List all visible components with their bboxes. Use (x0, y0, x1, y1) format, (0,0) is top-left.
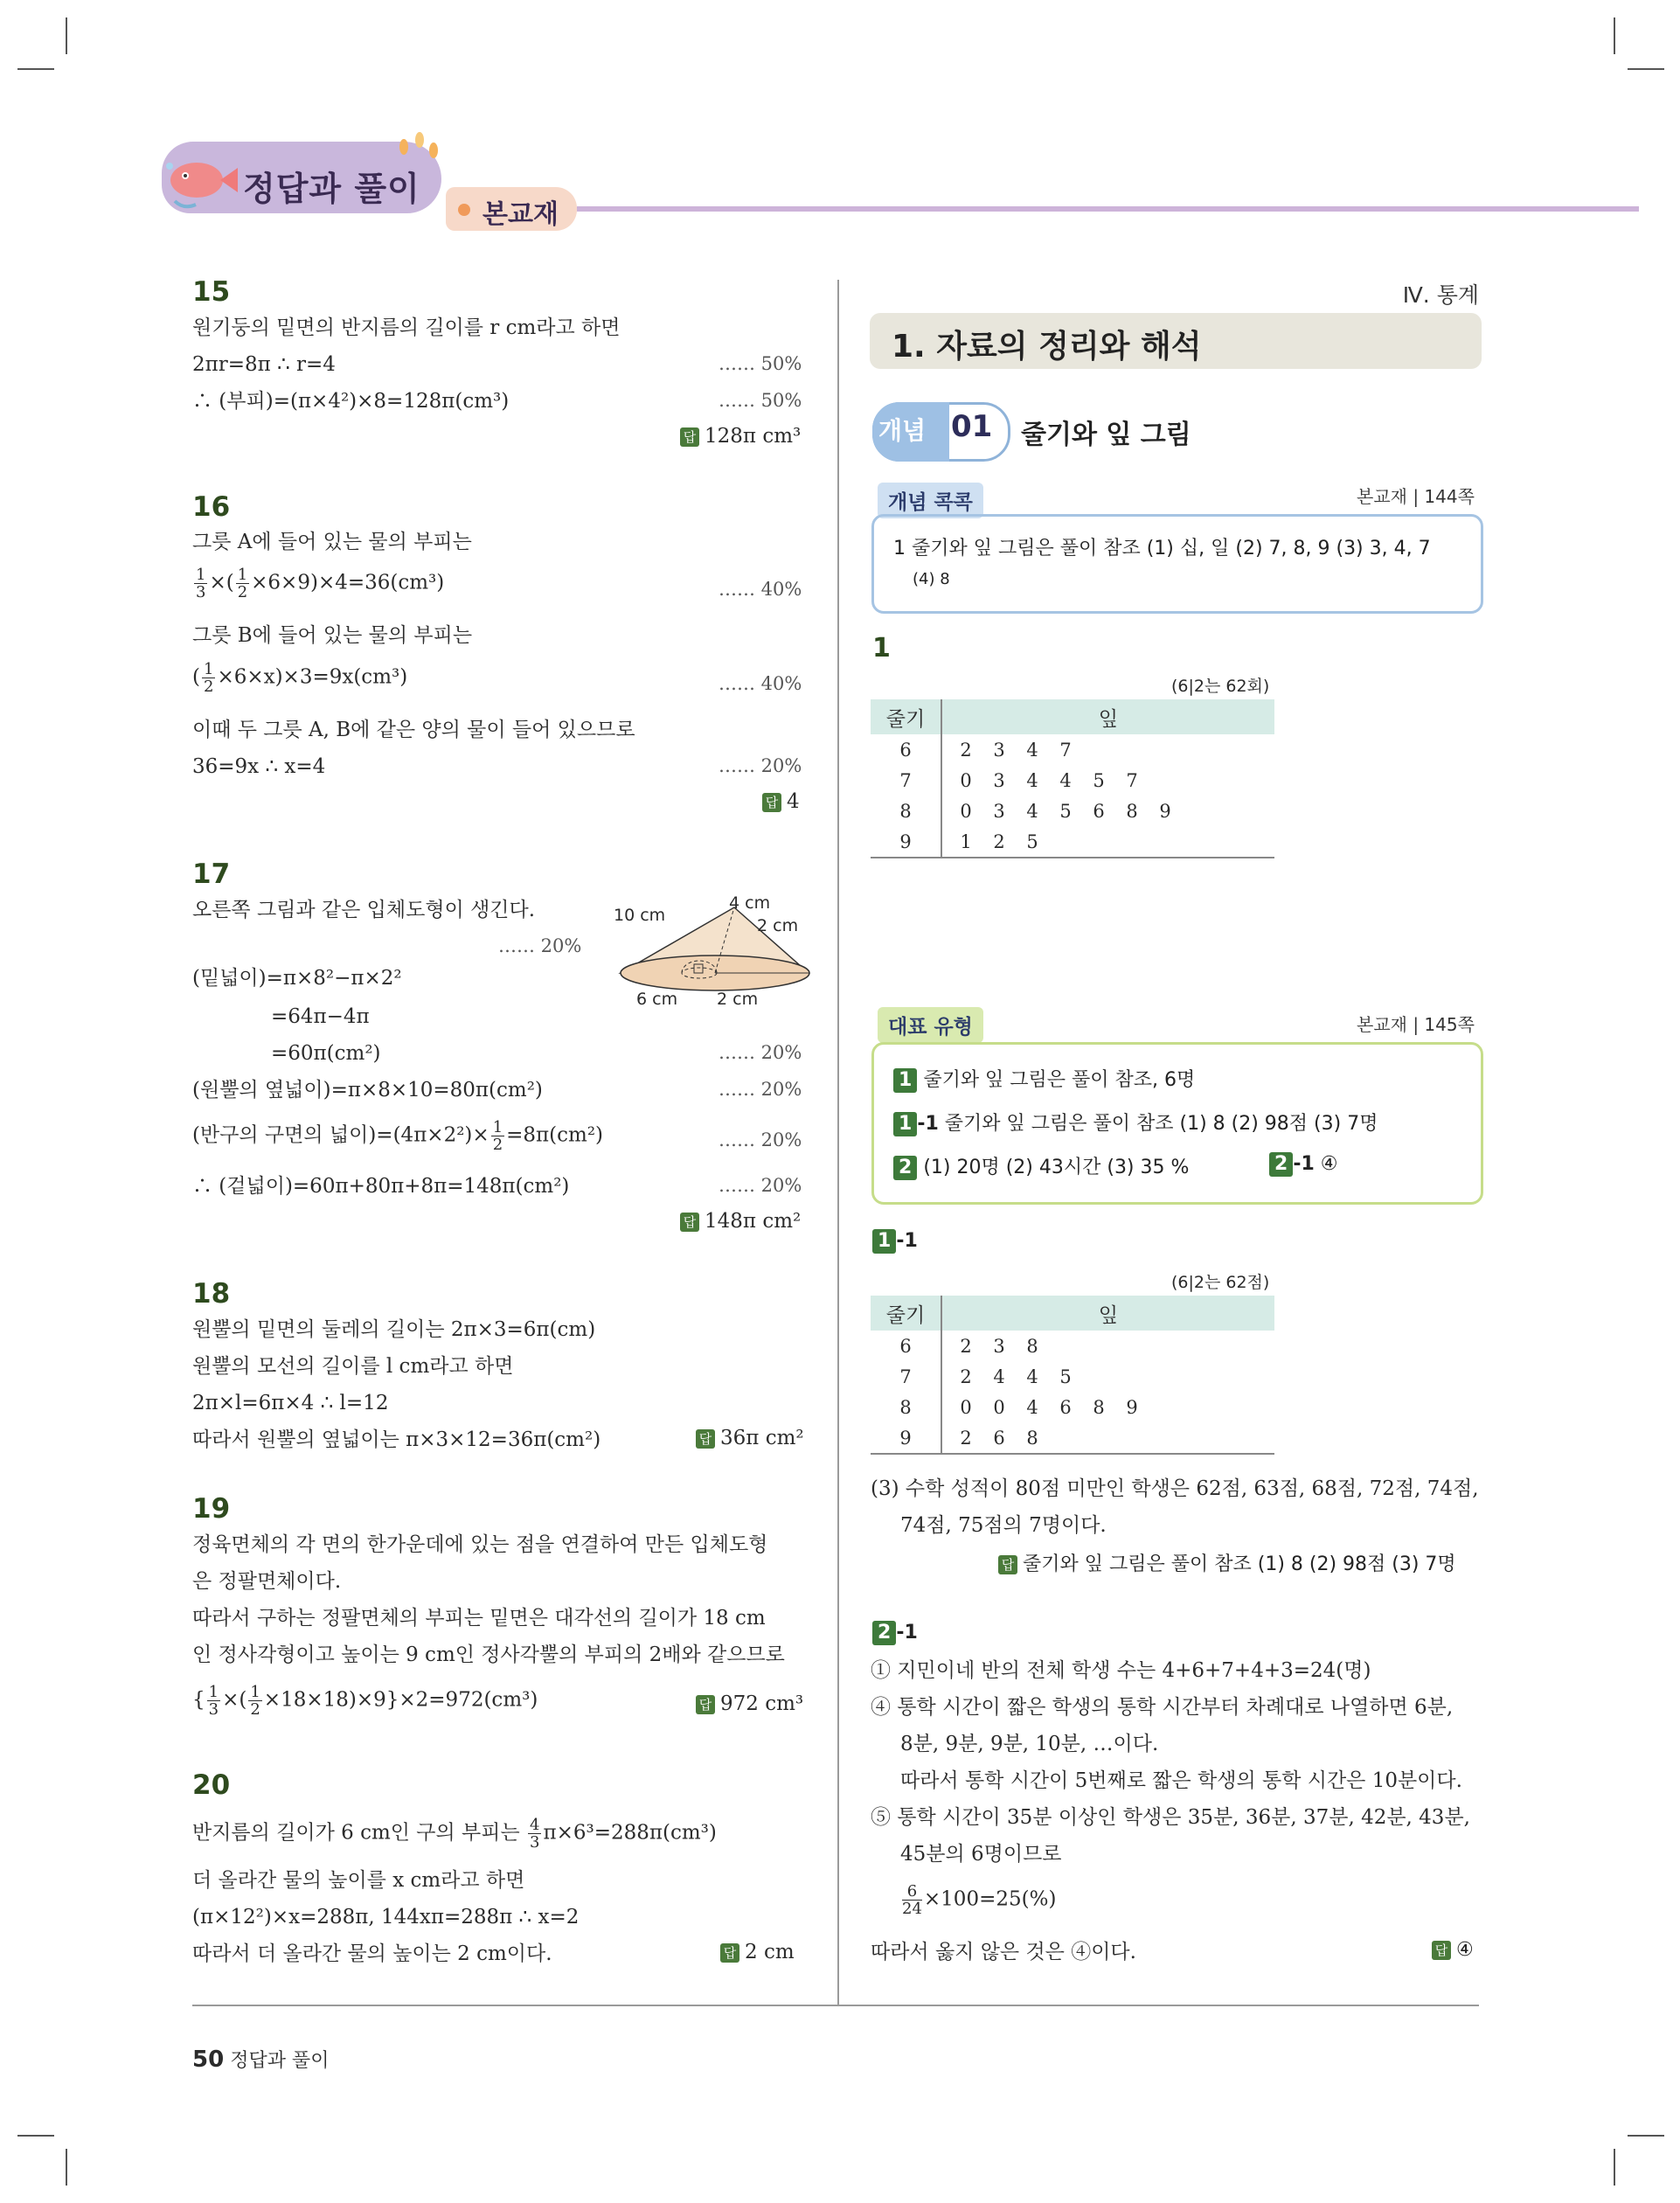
q21-answer (1432, 1939, 1474, 1961)
rep-answer4: 2 -1 ④ (1269, 1152, 1338, 1177)
question-number-17: 17 (192, 858, 231, 890)
q16-line5: 이때 두 그릇 A, B에 같은 양의 물이 들어 있으므로 (192, 719, 635, 741)
q1-legend: (6|2는 62회) (1171, 677, 1270, 696)
q15-answer (680, 425, 801, 448)
answer-icon: 답 (696, 1429, 715, 1449)
chapter-label: Ⅳ. 통계 (1402, 282, 1479, 308)
q21-line2: ④ 통학 시간이 짧은 학생의 통학 시간부터 차례대로 나열하면 6분, (871, 1696, 1454, 1719)
answer-text: 2 cm (745, 1941, 795, 1963)
header-leaf: 잎 (941, 1296, 1274, 1331)
q16-score4: …… 40% (719, 673, 802, 694)
q21-line1: ① 지민이네 반의 전체 학생 수는 4+6+7+4+3=24(명) (871, 1659, 1371, 1682)
q17-score4: …… 20% (719, 1042, 802, 1063)
q19-line4: 인 정사각형이고 높이는 9 cm인 정사각뿔의 부피의 2배와 같으므로 (192, 1644, 785, 1666)
q16-score6: …… 20% (719, 755, 802, 776)
crop-mark (66, 2149, 67, 2186)
q19-line5: { $\frac{1}{3}$ ×( $\frac{1}{2}$ ×18×18)×9}×2=972(cm³) (192, 1683, 538, 1719)
fraction: $\frac{1}{2}$ (203, 660, 214, 696)
fraction: $\frac{1}{3}$ (196, 566, 206, 601)
kk-tag: 개념 콕콕 (878, 483, 983, 518)
concept-label: 개념 (878, 416, 927, 445)
footer-label: 정답과 풀이 (230, 2050, 330, 2072)
crop-mark (17, 68, 54, 70)
question-number-20: 20 (192, 1769, 231, 1801)
q15-score3: …… 50% (719, 390, 802, 411)
table-row: 6 2 3 4 7 (871, 734, 1274, 765)
table-header (871, 699, 1274, 734)
fig-label-radius-big: 6 cm (636, 990, 678, 1009)
fig-label-radius-small: 2 cm (757, 916, 799, 935)
answer-text: 128π cm³ (705, 425, 802, 448)
q1-stem-leaf-table (871, 699, 1274, 858)
page-number: 50 (192, 2047, 225, 2073)
column-divider (837, 280, 839, 2006)
fig-label-top: 4 cm (729, 893, 771, 913)
header-title: 정답과 풀이 (243, 170, 420, 208)
q16-line3: 그릇 B에 들어 있는 물의 부피는 (192, 624, 473, 647)
answer-text: 4 (787, 790, 800, 813)
crop-mark (1614, 17, 1615, 54)
question-number-2-1: 2 -1 (872, 1621, 918, 1645)
answer-icon: 답 (680, 1213, 699, 1232)
header-stem: 줄기 (871, 1296, 941, 1331)
footer-rule (192, 2005, 1479, 2006)
answer-icon: 답 (720, 1943, 739, 1963)
rep-tag: 대표 유형 (878, 1007, 983, 1043)
crop-mark (17, 2135, 54, 2137)
question-number-19: 19 (192, 1493, 231, 1525)
kk-line2: (4) 8 (913, 570, 950, 588)
q17-answer (680, 1210, 801, 1233)
q16-line4: ( $\frac{1}{2}$ ×6×x)×3=9x(cm³) (192, 660, 408, 696)
table-row: 9 1 2 5 (871, 826, 1274, 858)
answer-text: ④ (1456, 1939, 1474, 1961)
answer-icon: 답 (762, 793, 781, 812)
page-footer (192, 2046, 329, 2073)
answer-text: 148π cm² (705, 1210, 802, 1233)
q17-line5: (원뿔의 옆넓이)=π×8×10=80π(cm²) (192, 1079, 543, 1102)
answer-text: 줄기와 잎 그림은 풀이 참조 (1) 8 (2) 98점 (3) 7명 (1023, 1553, 1456, 1575)
fraction: $\frac{4}{3}$ (530, 1816, 540, 1852)
q15-score2: …… 50% (719, 353, 802, 374)
q17-line6: (반구의 구면의 넓이)=(4π×2²)× $\frac{1}{2}$ =8π(cm²) (192, 1118, 604, 1154)
fraction: $\frac{6}{24}$ (902, 1882, 922, 1918)
q19-answer (696, 1692, 803, 1715)
fraction: $\frac{1}{2}$ (492, 1118, 503, 1154)
section-title: 1. 자료의 정리와 해석 (892, 329, 1202, 365)
q18-line3: 2π×l=6π×4 ∴ l=12 (192, 1392, 389, 1414)
q20-line3: (π×12²)×x=288π, 144xπ=288π ∴ x=2 (192, 1906, 580, 1928)
answer-text: 972 cm³ (720, 1692, 804, 1715)
q11-legend: (6|2는 62점) (1171, 1273, 1270, 1292)
tab-dot-icon (458, 204, 470, 216)
rep-answer3: 2 (1) 20명 (2) 43시간 (3) 35 % (893, 1152, 1189, 1180)
q16-answer (762, 790, 800, 813)
q17-line2: (밑넓이)=π×8²−π×2² (192, 967, 402, 990)
table-row: 7 2 4 4 5 (871, 1361, 1274, 1392)
q15-line2: 2πr=8π ∴ r=4 (192, 353, 336, 376)
q11-stem-leaf-table (871, 1296, 1274, 1455)
concept-number: 01 (951, 409, 993, 444)
table-row: 9 2 6 8 (871, 1422, 1274, 1454)
answer-text: 36π cm² (720, 1427, 804, 1449)
q19-line2: 은 정팔면체이다. (192, 1570, 342, 1593)
question-number-1-1: 1 -1 (872, 1229, 918, 1254)
table-row: 8 0 3 4 5 6 8 9 (871, 796, 1274, 826)
header-leaf: 잎 (941, 699, 1274, 734)
question-number-16: 16 (192, 491, 231, 523)
table-row: 7 0 3 4 4 5 7 (871, 765, 1274, 796)
fig-label-inner: 2 cm (717, 990, 759, 1009)
q18-answer (696, 1427, 804, 1449)
kk-line1: 1 줄기와 잎 그림은 풀이 참조 (1) 십, 일 (2) 7, 8, 9 (3) 3, 4, 7 (893, 538, 1431, 559)
q16-line2: $\frac{1}{3}$ ×( $\frac{1}{2}$ ×6×9)×4=36(cm³) (196, 566, 445, 601)
q17-score5: …… 20% (719, 1079, 802, 1100)
q21-line7: $\frac{6}{24}$ ×100=25(%) (902, 1882, 1057, 1918)
fish-mascot-icon (157, 147, 240, 217)
q21-line6: 45분의 6명이므로 (900, 1843, 1062, 1866)
table-header (871, 1296, 1274, 1331)
answer-icon: 답 (998, 1555, 1017, 1574)
q16-line1: 그릇 A에 들어 있는 물의 부피는 (192, 531, 472, 553)
answer-icon: 답 (680, 427, 699, 447)
q17-score1: …… 20% (498, 935, 582, 956)
q21-line4: 따라서 통학 시간이 5번째로 짧은 학생의 통학 시간은 10분이다. (900, 1769, 1462, 1792)
answer-icon: 답 (1432, 1941, 1451, 1960)
q20-answer (720, 1941, 795, 1963)
q17-score7: …… 20% (719, 1175, 802, 1196)
rep-answer1: 1 줄기와 잎 그림은 풀이 참조, 6명 (893, 1065, 1195, 1093)
kk-box (871, 514, 1483, 614)
header-stem: 줄기 (871, 699, 941, 734)
header-tab-label: 본교재 (482, 199, 559, 230)
q17-line3: =64π−4π (271, 1005, 370, 1028)
kk-page-ref: 본교재 | 144쪽 (1357, 486, 1475, 507)
q20-line2: 더 올라간 물의 높이를 x cm라고 하면 (192, 1869, 525, 1892)
q15-line3: ∴ (부피)=(π×4²)×8=128π(cm³) (192, 390, 510, 413)
q21-line3: 8분, 9분, 9분, 10분, …이다. (900, 1733, 1159, 1755)
q15-line1: 원기둥의 밑면의 반지름의 길이를 r cm라고 하면 (192, 316, 621, 339)
q11-answer (998, 1549, 1456, 1576)
q21-line5: ⑤ 통학 시간이 35분 이상인 학생은 35분, 36분, 37분, 42분, 43분, (871, 1806, 1470, 1829)
q21-line8: 따라서 옳지 않은 것은 ④이다. (871, 1941, 1136, 1963)
q18-line2: 원뿔의 모선의 길이를 l cm라고 하면 (192, 1355, 514, 1378)
header-rule (577, 206, 1639, 212)
crop-mark (66, 17, 67, 54)
q17-score6: …… 20% (719, 1129, 802, 1150)
concept-title: 줄기와 잎 그림 (1021, 420, 1191, 450)
q11-line2: 74점, 75점의 7명이다. (900, 1514, 1107, 1537)
table-row: 6 2 3 8 (871, 1331, 1274, 1361)
crop-mark (1614, 2149, 1615, 2186)
q20-line1: 반지름의 길이가 6 cm인 구의 부피는 $\frac{4}{3}$ π×6³=288π(cm³) (192, 1816, 717, 1852)
q17-line1: 오른쪽 그림과 같은 입체도형이 생긴다. (192, 899, 536, 921)
question-number-18: 18 (192, 1278, 231, 1310)
fraction: $\frac{1}{3}$ (208, 1683, 219, 1719)
table-row: 8 0 0 4 6 8 9 (871, 1392, 1274, 1422)
q17-line4: =60π(cm²) (271, 1042, 381, 1065)
rep-page-ref: 본교재 | 145쪽 (1357, 1014, 1475, 1035)
q11-line1: (3) 수학 성적이 80점 미만인 학생은 62점, 63점, 68점, 72점, 74점, (871, 1477, 1479, 1500)
q16-score2: …… 40% (719, 579, 802, 600)
crop-mark (1628, 68, 1664, 70)
rep-answer2: 1 -1 줄기와 잎 그림은 풀이 참조 (1) 8 (2) 98점 (3) 7명 (893, 1108, 1378, 1136)
q17-line7: ∴ (겉넓이)=60π+80π+8π=148π(cm²) (192, 1175, 570, 1198)
answer-icon: 답 (696, 1695, 715, 1714)
fig-label-slant: 10 cm (614, 906, 666, 925)
q19-line1: 정육면체의 각 면의 한가운데에 있는 점을 연결하여 만든 입체도형 (192, 1533, 768, 1556)
q20-line4: 따라서 더 올라간 물의 높이는 2 cm이다. (192, 1942, 552, 1965)
fraction: $\frac{1}{2}$ (250, 1683, 260, 1719)
q18-line4: 따라서 원뿔의 옆넓이는 π×3×12=36π(cm²) (192, 1428, 601, 1451)
question-number-15: 15 (192, 276, 231, 308)
q19-line3: 따라서 구하는 정팔면체의 부피는 밑면은 대각선의 길이가 18 cm (192, 1607, 766, 1630)
fraction: $\frac{1}{2}$ (237, 566, 248, 601)
q16-line6: 36=9x ∴ x=4 (192, 755, 326, 778)
q18-line1: 원뿔의 밑면의 둘레의 길이는 2π×3=6π(cm) (192, 1318, 596, 1341)
crop-mark (1628, 2135, 1664, 2137)
question-number-1: 1 (872, 633, 891, 664)
